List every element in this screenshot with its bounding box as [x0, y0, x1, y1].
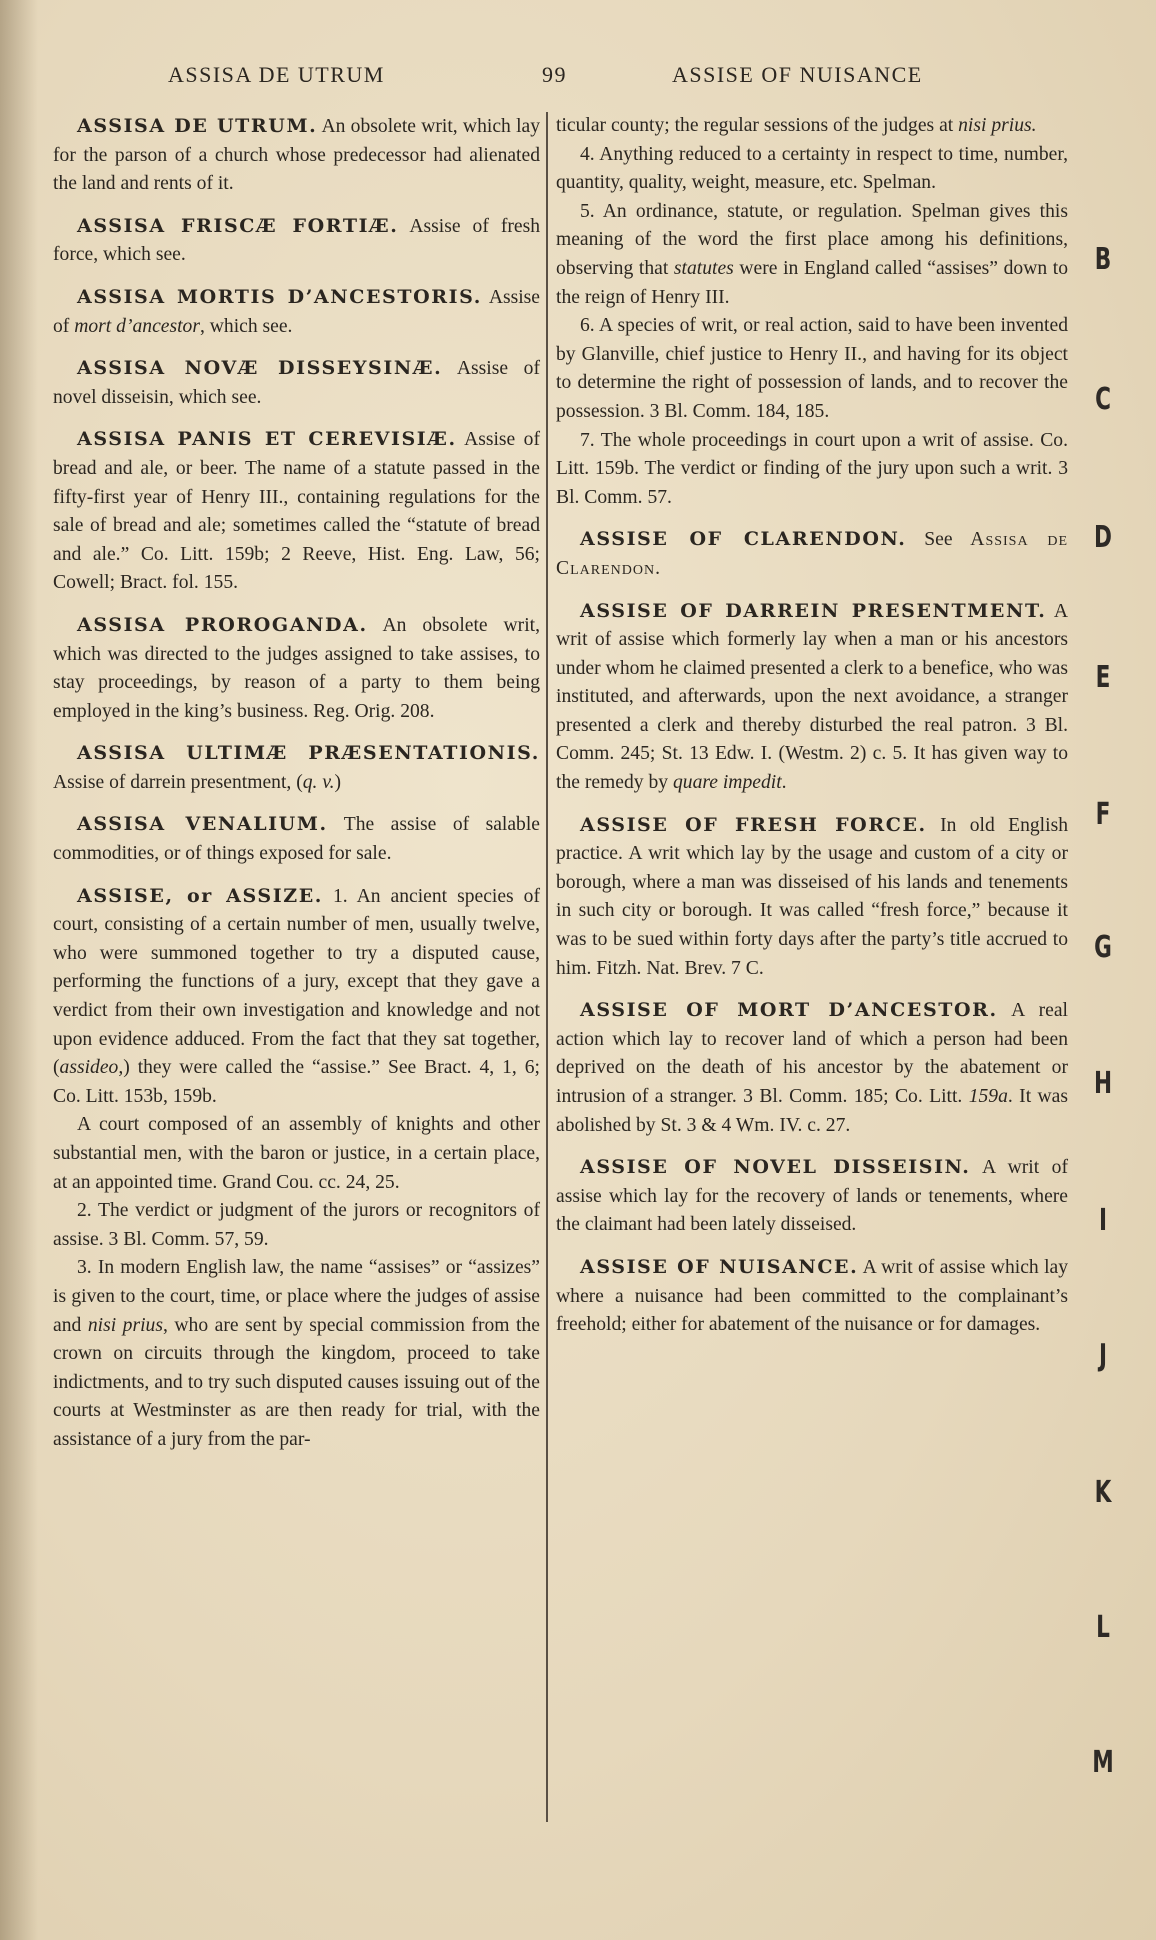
entry-text: Assise of fresh force, which see.	[53, 215, 540, 266]
entry-text: .	[781, 772, 787, 794]
entry-italic: assideo,	[59, 1057, 124, 1079]
entry-text: A writ of assise which lay for the recovery of lands or tenements, where the claimant had been lately disseised.	[556, 1157, 1068, 1236]
entry-term: ASSISE OF DARREIN PRESENTMENT.	[580, 599, 1047, 622]
entry-text: The assise of salable commodities, or of things exposed for sale.	[53, 814, 540, 865]
entry-text: 3. In modern English law, the name “assises” or “assizes” is given to the court, time, or place where the judges of assise and	[53, 1257, 540, 1336]
right-column	[556, 112, 1068, 1353]
entry-assise-of-mort	[556, 996, 1068, 1140]
entry-term: ASSISA PANIS ET CEREVISIÆ.	[77, 428, 457, 451]
entry-assisa-friscae-fortiae	[53, 212, 540, 270]
entry-italic: 159a	[968, 1086, 1008, 1107]
entry-assisa-novae	[53, 354, 540, 412]
thumb-index-letter[interactable]: F	[1095, 797, 1111, 832]
thumb-index-letter[interactable]: I	[1098, 1203, 1108, 1238]
entry-text: A real action which lay to recover land of which a person had been deprived on the death of his ancestor by the abatement or intrusion of a stranger. 3 Bl. Comm. 185; Co. Litt.	[556, 1000, 1068, 1107]
entry-assisa-ultimae	[53, 739, 540, 797]
entry-term: ASSISA NOVÆ DISSEYSINÆ.	[77, 357, 443, 380]
entry-text: ) they were called the “assise.” See Bract. 4, 1, 6; Co. Litt. 153b, 159b.	[53, 1057, 540, 1107]
entry-italic: nisi prius	[87, 1314, 163, 1336]
entry-assisa-de-utrum	[53, 112, 540, 199]
entry-assisa-proroganda	[53, 611, 540, 726]
thumb-index-letter[interactable]: G	[1094, 930, 1112, 965]
entry-assise-of-darrein	[556, 597, 1068, 798]
column-divider	[546, 112, 548, 1822]
thumb-index-letter[interactable]: J	[1098, 1338, 1108, 1373]
thumb-index-letter[interactable]: C	[1095, 382, 1111, 417]
entry-assise-para	[53, 1254, 540, 1454]
running-head-right: ASSISE OF NUISANCE	[672, 62, 923, 87]
entry-italic: mort d’ancestor	[74, 315, 200, 337]
entry-text: , which see.	[199, 315, 293, 337]
entry-text: Assise of bread and ale, or beer. The name of a statute passed in the fifty-first year of Henry III., containing regulations for the sale of bread and ale; sometimes called the “statute of bread and ale.” Co. Litt. 159b; 2 Reeve, Hist. Eng. Law, 56; Cowell; Bract. fol. 155.	[53, 429, 540, 594]
entry-term: ASSISA PROROGANDA.	[77, 613, 368, 636]
thumb-index-letter[interactable]: K	[1094, 1475, 1112, 1510]
page-number: 99	[542, 62, 567, 87]
entry-italic: nisi prius.	[958, 115, 1037, 136]
entry-term: ASSISA DE UTRUM.	[77, 115, 318, 137]
entry-assise-para: 7. The whole proceedings in court upon a writ of assise. Co. Litt. 159b. The verdict or finding of the jury upon such a writ. 3 Bl. Comm. 57.	[556, 429, 1068, 508]
entry-assise-para: 2. The verdict or judgment of the jurors or recognitors of assise. 3 Bl. Comm. 57, 59.	[53, 1200, 540, 1250]
running-head-left: ASSISA DE UTRUM	[168, 62, 385, 87]
assise-continuation	[556, 112, 1068, 141]
entry-term: ASSISA MORTIS D’ANCESTORIS.	[77, 285, 482, 308]
entry-assisa-venalium	[53, 810, 540, 868]
entry-term: ASSISA ULTIMÆ PRÆSENTATIONIS.	[77, 742, 540, 765]
entry-text: Assise of darrein presentment, (	[53, 771, 303, 793]
thumb-index-letter[interactable]: H	[1093, 1066, 1113, 1101]
entry-term: ASSISA FRISCÆ FORTIÆ.	[77, 214, 399, 237]
entry-term: ASSISE, or ASSIZE.	[77, 884, 323, 907]
entry-italic: quare impedit	[672, 772, 782, 794]
entry-text: Assise of	[53, 286, 540, 337]
entry-term: ASSISE OF FRESH FORCE.	[580, 813, 927, 836]
entry-text: were in England called “assises” down to the reign of Henry III.	[556, 257, 1069, 308]
thumb-index-letter[interactable]: B	[1094, 242, 1112, 277]
entry-text: See	[906, 529, 971, 551]
entry-text: . It was abolished by St. 3 & 4 Wm. IV. c. 27.	[556, 1086, 1068, 1136]
entry-term: ASSISE OF NOVEL DISSEISIN.	[580, 1156, 971, 1179]
entry-assise-of-novel	[556, 1153, 1068, 1240]
entry-text: A writ of assise which formerly lay when a man or his ancestors under whom he claimed presented a clerk to a benefice, who was instituted, and afterwards, upon the next avoidance, a stranger presented a clerk and thereby disturbed the real patron. 3 Bl. Comm. 245; St. 13 Edw. I. (Westm. 2) c. 5. It has given way to the remedy by	[556, 600, 1068, 794]
entry-text: .	[655, 557, 660, 579]
entry-assise-of-fresh-force	[556, 811, 1068, 984]
entry-assise	[53, 882, 540, 1112]
binding-shadow	[0, 0, 38, 1940]
entry-term: ASSISA VENALIUM.	[77, 813, 328, 836]
entry-text: Assise of novel disseisin, which see.	[53, 358, 540, 408]
entry-assisa-panis	[53, 425, 540, 598]
thumb-index-letter[interactable]: M	[1092, 1745, 1114, 1780]
entry-text: ticular county; the regular sessions of the judges at	[556, 115, 959, 136]
thumb-index-letter[interactable]: L	[1096, 1610, 1110, 1645]
entry-text: An obsolete writ, which lay for the parson of a church whose predecessor had alienated the land and rents of it.	[53, 116, 541, 195]
entry-assisa-mortis	[53, 283, 540, 341]
left-column	[53, 112, 540, 1455]
entry-text: )	[334, 771, 342, 793]
entry-term: ASSISE OF CLARENDON.	[580, 528, 907, 551]
entry-italic: statutes	[673, 257, 734, 279]
entry-term: ASSISE OF NUISANCE.	[580, 1255, 859, 1278]
entry-text: A writ of assise which lay where a nuisance had been committed to the complainant’s freehold; either for abatement of the nuisance or for damages.	[556, 1256, 1069, 1336]
entry-assise-of-nuisance	[556, 1253, 1068, 1340]
entry-assise-para	[556, 198, 1068, 312]
entry-assise-para: A court composed of an assembly of knights and other substantial men, with the baron or justice, in a certain place, at an appointed time. Grand Cou. cc. 24, 25.	[53, 1114, 540, 1193]
entry-text: An obsolete writ, which was directed to the judges assigned to take assises, to stay proceedings, by reason of a party to them being employed in the king’s business. Reg. Orig. 208.	[53, 614, 540, 722]
entry-term: ASSISE OF MORT D’ANCESTOR.	[580, 999, 998, 1022]
entry-assise-para: 6. A species of writ, or real action, said to have been invented by Glanville, chief justice to Henry II., and having for its object to determine the right of possession of lands, and to recover the possession. 3 Bl. Comm. 184, 185.	[556, 315, 1068, 422]
entry-text: 1. An ancient species of court, consisting of a certain number of men, usually twelve, who were summoned together to try a disputed cause, performing the functions of a jury, except that they gave a verdict from their own investigation and knowledge and not upon evidence adduced. From the fact that they sat together, (	[53, 885, 540, 1079]
entry-assise-para: 4. Anything reduced to a certainty in respect to time, number, quantity, quality, weight, measure, etc. Spelman.	[556, 143, 1068, 194]
entry-crossref: Assisa de Clarendon	[556, 529, 1068, 579]
entry-assise-of-clarendon	[556, 525, 1068, 583]
thumb-index-letter[interactable]: D	[1094, 520, 1112, 555]
entry-italic: q. v.	[302, 771, 335, 793]
entry-text: 5. An ordinance, statute, or regulation. Spelman gives this meaning of the word the first place among his definitions, observing that	[556, 200, 1068, 279]
entry-text: , who are sent by special commission from the crown on circuits through the kingdom, proceed to take indictments, and to try such disputed causes issuing out of the courts at Westminster as are then ready for trial, with the assistance of a jury from the par-	[53, 1314, 540, 1450]
entry-text: In old English practice. A writ which lay by the usage and custom of a city or borough, where a man was disseised of his lands and tenements in such city or borough. It was called “fresh force,” because it was to be sued within forty days after the party’s title accrued to him. Fitzh. Nat. Brev. 7 C.	[556, 814, 1068, 979]
thumb-index-letter[interactable]: E	[1095, 660, 1111, 695]
